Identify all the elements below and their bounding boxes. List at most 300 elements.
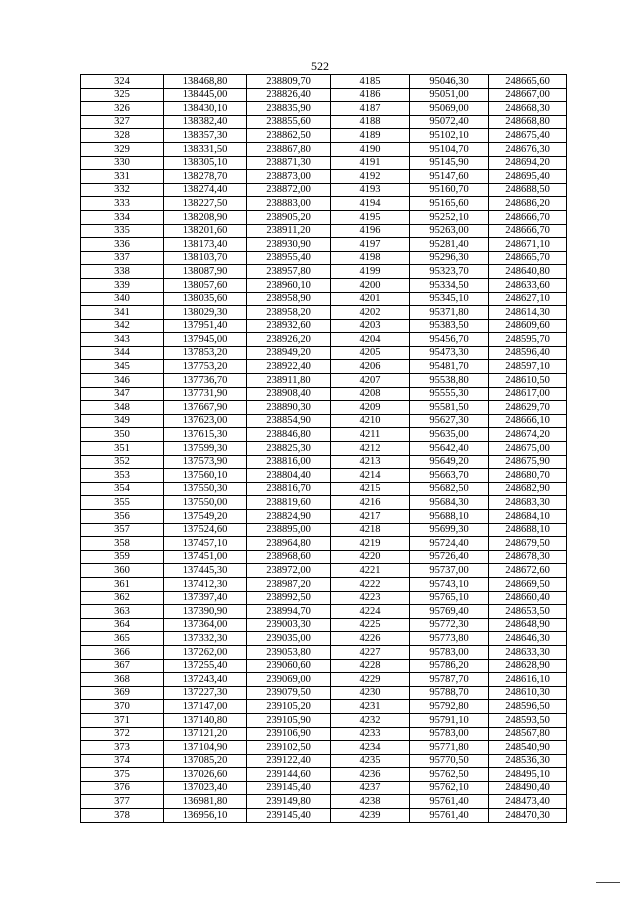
point-number-cell: 377 xyxy=(81,795,164,809)
x-coordinate-cell: 138208,90 xyxy=(164,210,247,224)
point-number-cell: 350 xyxy=(81,428,164,442)
y-coordinate-cell: 248593,50 xyxy=(489,713,567,727)
point-number-cell: 4221 xyxy=(331,564,410,578)
point-number-cell: 4205 xyxy=(331,346,410,360)
table-row xyxy=(81,197,567,211)
x-coordinate-cell: 137332,30 xyxy=(164,632,247,646)
y-coordinate-cell: 238804,40 xyxy=(247,469,331,483)
y-coordinate-cell: 238958,90 xyxy=(247,292,331,306)
point-number-cell: 4211 xyxy=(331,428,410,442)
point-number-cell: 339 xyxy=(81,278,164,292)
x-coordinate-cell: 137147,00 xyxy=(164,700,247,714)
point-number-cell: 332 xyxy=(81,183,164,197)
table-row xyxy=(81,115,567,129)
point-number-cell: 4187 xyxy=(331,102,410,116)
y-coordinate-cell: 239144,60 xyxy=(247,768,331,782)
y-coordinate-cell: 238908,40 xyxy=(247,387,331,401)
y-coordinate-cell: 238825,30 xyxy=(247,442,331,456)
y-coordinate-cell: 248683,30 xyxy=(489,496,567,510)
point-number-cell: 365 xyxy=(81,632,164,646)
y-coordinate-cell: 248490,40 xyxy=(489,781,567,795)
point-number-cell: 4225 xyxy=(331,618,410,632)
y-coordinate-cell: 238871,30 xyxy=(247,156,331,170)
x-coordinate-cell: 95737,00 xyxy=(410,564,489,578)
point-number-cell: 4219 xyxy=(331,537,410,551)
point-number-cell: 374 xyxy=(81,754,164,768)
coordinates-table xyxy=(80,74,567,823)
point-number-cell: 364 xyxy=(81,618,164,632)
table-row xyxy=(81,346,567,360)
point-number-cell: 329 xyxy=(81,142,164,156)
y-coordinate-cell: 248595,70 xyxy=(489,333,567,347)
point-number-cell: 361 xyxy=(81,577,164,591)
x-coordinate-cell: 138278,70 xyxy=(164,170,247,184)
y-coordinate-cell: 238994,70 xyxy=(247,605,331,619)
point-number-cell: 335 xyxy=(81,224,164,238)
y-coordinate-cell: 248646,30 xyxy=(489,632,567,646)
point-number-cell: 353 xyxy=(81,469,164,483)
y-coordinate-cell: 248675,90 xyxy=(489,455,567,469)
table-row xyxy=(81,156,567,170)
y-coordinate-cell: 248674,20 xyxy=(489,428,567,442)
y-coordinate-cell: 238816,00 xyxy=(247,455,331,469)
x-coordinate-cell: 95160,70 xyxy=(410,183,489,197)
table-row xyxy=(81,781,567,795)
table-row xyxy=(81,360,567,374)
table-row xyxy=(81,659,567,673)
x-coordinate-cell: 137243,40 xyxy=(164,673,247,687)
y-coordinate-cell: 248627,10 xyxy=(489,292,567,306)
table-row xyxy=(81,183,567,197)
point-number-cell: 4202 xyxy=(331,306,410,320)
y-coordinate-cell: 238883,00 xyxy=(247,197,331,211)
y-coordinate-cell: 238854,90 xyxy=(247,414,331,428)
point-number-cell: 4235 xyxy=(331,754,410,768)
y-coordinate-cell: 238930,90 xyxy=(247,238,331,252)
point-number-cell: 362 xyxy=(81,591,164,605)
table-row xyxy=(81,170,567,184)
table-row xyxy=(81,618,567,632)
y-coordinate-cell: 239069,00 xyxy=(247,673,331,687)
x-coordinate-cell: 95642,40 xyxy=(410,442,489,456)
point-number-cell: 351 xyxy=(81,442,164,456)
y-coordinate-cell: 248567,80 xyxy=(489,727,567,741)
y-coordinate-cell: 248665,70 xyxy=(489,251,567,265)
y-coordinate-cell: 248614,30 xyxy=(489,306,567,320)
point-number-cell: 4228 xyxy=(331,659,410,673)
point-number-cell: 4224 xyxy=(331,605,410,619)
y-coordinate-cell: 248667,00 xyxy=(489,88,567,102)
point-number-cell: 347 xyxy=(81,387,164,401)
x-coordinate-cell: 95761,40 xyxy=(410,809,489,823)
table-row xyxy=(81,292,567,306)
point-number-cell: 355 xyxy=(81,496,164,510)
x-coordinate-cell: 137445,30 xyxy=(164,564,247,578)
point-number-cell: 4236 xyxy=(331,768,410,782)
table-row xyxy=(81,306,567,320)
y-coordinate-cell: 248633,60 xyxy=(489,278,567,292)
y-coordinate-cell: 248688,50 xyxy=(489,183,567,197)
y-coordinate-cell: 238987,20 xyxy=(247,577,331,591)
y-coordinate-cell: 238846,80 xyxy=(247,428,331,442)
y-coordinate-cell: 248679,50 xyxy=(489,537,567,551)
x-coordinate-cell: 138029,30 xyxy=(164,306,247,320)
y-coordinate-cell: 248678,30 xyxy=(489,550,567,564)
x-coordinate-cell: 137753,20 xyxy=(164,360,247,374)
x-coordinate-cell: 136981,80 xyxy=(164,795,247,809)
x-coordinate-cell: 95323,70 xyxy=(410,265,489,279)
y-coordinate-cell: 248660,40 xyxy=(489,591,567,605)
x-coordinate-cell: 137667,90 xyxy=(164,401,247,415)
x-coordinate-cell: 137623,00 xyxy=(164,414,247,428)
x-coordinate-cell: 95635,00 xyxy=(410,428,489,442)
point-number-cell: 4229 xyxy=(331,673,410,687)
point-number-cell: 4215 xyxy=(331,482,410,496)
x-coordinate-cell: 137023,40 xyxy=(164,781,247,795)
x-coordinate-cell: 95104,70 xyxy=(410,142,489,156)
point-number-cell: 326 xyxy=(81,102,164,116)
table-row xyxy=(81,265,567,279)
x-coordinate-cell: 95046,30 xyxy=(410,75,489,89)
y-coordinate-cell: 248597,10 xyxy=(489,360,567,374)
point-number-cell: 4234 xyxy=(331,741,410,755)
x-coordinate-cell: 95786,20 xyxy=(410,659,489,673)
point-number-cell: 337 xyxy=(81,251,164,265)
x-coordinate-cell: 95456,70 xyxy=(410,333,489,347)
x-coordinate-cell: 138087,90 xyxy=(164,265,247,279)
point-number-cell: 4192 xyxy=(331,170,410,184)
y-coordinate-cell: 238867,80 xyxy=(247,142,331,156)
table-row xyxy=(81,673,567,687)
y-coordinate-cell: 238964,80 xyxy=(247,537,331,551)
x-coordinate-cell: 95699,30 xyxy=(410,523,489,537)
x-coordinate-cell: 95769,40 xyxy=(410,605,489,619)
point-number-cell: 331 xyxy=(81,170,164,184)
y-coordinate-cell: 239003,30 xyxy=(247,618,331,632)
point-number-cell: 324 xyxy=(81,75,164,89)
x-coordinate-cell: 137560,10 xyxy=(164,469,247,483)
y-coordinate-cell: 248536,30 xyxy=(489,754,567,768)
x-coordinate-cell: 137524,60 xyxy=(164,523,247,537)
x-coordinate-cell: 137255,40 xyxy=(164,659,247,673)
point-number-cell: 4213 xyxy=(331,455,410,469)
y-coordinate-cell: 238968,60 xyxy=(247,550,331,564)
point-number-cell: 327 xyxy=(81,115,164,129)
x-coordinate-cell: 138103,70 xyxy=(164,251,247,265)
point-number-cell: 363 xyxy=(81,605,164,619)
x-coordinate-cell: 137364,00 xyxy=(164,618,247,632)
x-coordinate-cell: 95783,00 xyxy=(410,727,489,741)
x-coordinate-cell: 95762,50 xyxy=(410,768,489,782)
x-coordinate-cell: 95649,20 xyxy=(410,455,489,469)
point-number-cell: 4198 xyxy=(331,251,410,265)
table-row xyxy=(81,469,567,483)
y-coordinate-cell: 239145,40 xyxy=(247,781,331,795)
y-coordinate-cell: 248495,10 xyxy=(489,768,567,782)
y-coordinate-cell: 238949,20 xyxy=(247,346,331,360)
x-coordinate-cell: 95481,70 xyxy=(410,360,489,374)
x-coordinate-cell: 95263,00 xyxy=(410,224,489,238)
x-coordinate-cell: 95791,10 xyxy=(410,713,489,727)
y-coordinate-cell: 239035,00 xyxy=(247,632,331,646)
y-coordinate-cell: 248682,90 xyxy=(489,482,567,496)
table-row xyxy=(81,537,567,551)
table-row xyxy=(81,700,567,714)
y-coordinate-cell: 248628,90 xyxy=(489,659,567,673)
y-coordinate-cell: 248666,70 xyxy=(489,224,567,238)
table-row xyxy=(81,768,567,782)
table-row xyxy=(81,129,567,143)
point-number-cell: 4231 xyxy=(331,700,410,714)
x-coordinate-cell: 137573,90 xyxy=(164,455,247,469)
x-coordinate-cell: 137599,30 xyxy=(164,442,247,456)
point-number-cell: 334 xyxy=(81,210,164,224)
x-coordinate-cell: 138057,60 xyxy=(164,278,247,292)
x-coordinate-cell: 137262,00 xyxy=(164,645,247,659)
y-coordinate-cell: 248671,10 xyxy=(489,238,567,252)
y-coordinate-cell: 248684,10 xyxy=(489,510,567,524)
point-number-cell: 349 xyxy=(81,414,164,428)
table-row xyxy=(81,374,567,388)
table-row xyxy=(81,550,567,564)
x-coordinate-cell: 138445,00 xyxy=(164,88,247,102)
y-coordinate-cell: 239145,40 xyxy=(247,809,331,823)
y-coordinate-cell: 239105,20 xyxy=(247,700,331,714)
point-number-cell: 4193 xyxy=(331,183,410,197)
y-coordinate-cell: 238816,70 xyxy=(247,482,331,496)
x-coordinate-cell: 137457,10 xyxy=(164,537,247,551)
table-row xyxy=(81,251,567,265)
table-row xyxy=(81,238,567,252)
point-number-cell: 4189 xyxy=(331,129,410,143)
y-coordinate-cell: 239079,50 xyxy=(247,686,331,700)
x-coordinate-cell: 137736,70 xyxy=(164,374,247,388)
point-number-cell: 4217 xyxy=(331,510,410,524)
x-coordinate-cell: 95145,90 xyxy=(410,156,489,170)
point-number-cell: 4204 xyxy=(331,333,410,347)
y-coordinate-cell: 248648,90 xyxy=(489,618,567,632)
y-coordinate-cell: 238855,60 xyxy=(247,115,331,129)
x-coordinate-cell: 138357,30 xyxy=(164,129,247,143)
y-coordinate-cell: 248610,30 xyxy=(489,686,567,700)
x-coordinate-cell: 137615,30 xyxy=(164,428,247,442)
table-row xyxy=(81,401,567,415)
y-coordinate-cell: 238957,80 xyxy=(247,265,331,279)
x-coordinate-cell: 138201,60 xyxy=(164,224,247,238)
point-number-cell: 4216 xyxy=(331,496,410,510)
table-row xyxy=(81,795,567,809)
point-number-cell: 371 xyxy=(81,713,164,727)
table-row xyxy=(81,727,567,741)
point-number-cell: 4223 xyxy=(331,591,410,605)
x-coordinate-cell: 95102,10 xyxy=(410,129,489,143)
x-coordinate-cell: 137397,40 xyxy=(164,591,247,605)
table-row xyxy=(81,605,567,619)
table-row xyxy=(81,88,567,102)
point-number-cell: 328 xyxy=(81,129,164,143)
x-coordinate-cell: 138305,10 xyxy=(164,156,247,170)
table-row xyxy=(81,428,567,442)
point-number-cell: 4227 xyxy=(331,645,410,659)
y-coordinate-cell: 248668,30 xyxy=(489,102,567,116)
point-number-cell: 373 xyxy=(81,741,164,755)
point-number-cell: 342 xyxy=(81,319,164,333)
point-number-cell: 4218 xyxy=(331,523,410,537)
table-row xyxy=(81,645,567,659)
point-number-cell: 4222 xyxy=(331,577,410,591)
coordinates-table-body xyxy=(81,75,567,823)
x-coordinate-cell: 95682,50 xyxy=(410,482,489,496)
point-number-cell: 4210 xyxy=(331,414,410,428)
point-number-cell: 4190 xyxy=(331,142,410,156)
y-coordinate-cell: 238824,90 xyxy=(247,510,331,524)
x-coordinate-cell: 137550,00 xyxy=(164,496,247,510)
point-number-cell: 372 xyxy=(81,727,164,741)
y-coordinate-cell: 248675,00 xyxy=(489,442,567,456)
x-coordinate-cell: 95772,30 xyxy=(410,618,489,632)
y-coordinate-cell: 248609,60 xyxy=(489,319,567,333)
x-coordinate-cell: 138331,50 xyxy=(164,142,247,156)
x-coordinate-cell: 137945,00 xyxy=(164,333,247,347)
point-number-cell: 4220 xyxy=(331,550,410,564)
y-coordinate-cell: 238835,90 xyxy=(247,102,331,116)
y-coordinate-cell: 238926,20 xyxy=(247,333,331,347)
point-number-cell: 354 xyxy=(81,482,164,496)
x-coordinate-cell: 95334,50 xyxy=(410,278,489,292)
point-number-cell: 4199 xyxy=(331,265,410,279)
y-coordinate-cell: 248666,10 xyxy=(489,414,567,428)
y-coordinate-cell: 238911,80 xyxy=(247,374,331,388)
table-row xyxy=(81,333,567,347)
y-coordinate-cell: 248672,60 xyxy=(489,564,567,578)
point-number-cell: 4194 xyxy=(331,197,410,211)
x-coordinate-cell: 95581,50 xyxy=(410,401,489,415)
table-row xyxy=(81,414,567,428)
x-coordinate-cell: 95788,70 xyxy=(410,686,489,700)
point-number-cell: 4238 xyxy=(331,795,410,809)
y-coordinate-cell: 248596,40 xyxy=(489,346,567,360)
y-coordinate-cell: 239149,80 xyxy=(247,795,331,809)
table-row xyxy=(81,577,567,591)
y-coordinate-cell: 238992,50 xyxy=(247,591,331,605)
point-number-cell: 376 xyxy=(81,781,164,795)
y-coordinate-cell: 239060,60 xyxy=(247,659,331,673)
point-number-cell: 4200 xyxy=(331,278,410,292)
x-coordinate-cell: 95765,10 xyxy=(410,591,489,605)
point-number-cell: 4239 xyxy=(331,809,410,823)
point-number-cell: 4207 xyxy=(331,374,410,388)
y-coordinate-cell: 248669,50 xyxy=(489,577,567,591)
x-coordinate-cell: 95072,40 xyxy=(410,115,489,129)
y-coordinate-cell: 248676,30 xyxy=(489,142,567,156)
y-coordinate-cell: 239122,40 xyxy=(247,754,331,768)
table-row xyxy=(81,75,567,89)
y-coordinate-cell: 248473,40 xyxy=(489,795,567,809)
point-number-cell: 4197 xyxy=(331,238,410,252)
y-coordinate-cell: 238862,50 xyxy=(247,129,331,143)
point-number-cell: 356 xyxy=(81,510,164,524)
y-coordinate-cell: 248680,70 xyxy=(489,469,567,483)
y-coordinate-cell: 248686,20 xyxy=(489,197,567,211)
table-row xyxy=(81,741,567,755)
table-row xyxy=(81,713,567,727)
y-coordinate-cell: 248653,50 xyxy=(489,605,567,619)
point-number-cell: 4186 xyxy=(331,88,410,102)
y-coordinate-cell: 248695,40 xyxy=(489,170,567,184)
x-coordinate-cell: 137390,90 xyxy=(164,605,247,619)
x-coordinate-cell: 95688,10 xyxy=(410,510,489,524)
point-number-cell: 4203 xyxy=(331,319,410,333)
point-number-cell: 338 xyxy=(81,265,164,279)
x-coordinate-cell: 95773,80 xyxy=(410,632,489,646)
x-coordinate-cell: 138173,40 xyxy=(164,238,247,252)
table-row xyxy=(81,387,567,401)
table-row xyxy=(81,278,567,292)
table-row xyxy=(81,224,567,238)
x-coordinate-cell: 95069,00 xyxy=(410,102,489,116)
point-number-cell: 4196 xyxy=(331,224,410,238)
point-number-cell: 357 xyxy=(81,523,164,537)
x-coordinate-cell: 95771,80 xyxy=(410,741,489,755)
x-coordinate-cell: 95783,00 xyxy=(410,645,489,659)
x-coordinate-cell: 138468,80 xyxy=(164,75,247,89)
x-coordinate-cell: 138430,10 xyxy=(164,102,247,116)
table-row xyxy=(81,809,567,823)
point-number-cell: 340 xyxy=(81,292,164,306)
table-row xyxy=(81,482,567,496)
point-number-cell: 4237 xyxy=(331,781,410,795)
y-coordinate-cell: 238905,20 xyxy=(247,210,331,224)
table-row xyxy=(81,632,567,646)
point-number-cell: 4185 xyxy=(331,75,410,89)
page-number: 522 xyxy=(311,59,329,73)
table-row xyxy=(81,496,567,510)
y-coordinate-cell: 238972,00 xyxy=(247,564,331,578)
y-coordinate-cell: 248629,70 xyxy=(489,401,567,415)
point-number-cell: 366 xyxy=(81,645,164,659)
point-number-cell: 359 xyxy=(81,550,164,564)
point-number-cell: 343 xyxy=(81,333,164,347)
point-number-cell: 341 xyxy=(81,306,164,320)
x-coordinate-cell: 137121,20 xyxy=(164,727,247,741)
point-number-cell: 368 xyxy=(81,673,164,687)
table-row xyxy=(81,442,567,456)
point-number-cell: 4230 xyxy=(331,686,410,700)
table-row xyxy=(81,142,567,156)
point-number-cell: 4226 xyxy=(331,632,410,646)
x-coordinate-cell: 138274,40 xyxy=(164,183,247,197)
x-coordinate-cell: 95252,10 xyxy=(410,210,489,224)
x-coordinate-cell: 95473,30 xyxy=(410,346,489,360)
table-row xyxy=(81,686,567,700)
x-coordinate-cell: 95770,50 xyxy=(410,754,489,768)
y-coordinate-cell: 238890,30 xyxy=(247,401,331,415)
x-coordinate-cell: 95726,40 xyxy=(410,550,489,564)
x-coordinate-cell: 137104,90 xyxy=(164,741,247,755)
x-coordinate-cell: 95147,60 xyxy=(410,170,489,184)
y-coordinate-cell: 248617,00 xyxy=(489,387,567,401)
table-row xyxy=(81,455,567,469)
x-coordinate-cell: 138227,50 xyxy=(164,197,247,211)
y-coordinate-cell: 248694,20 xyxy=(489,156,567,170)
point-number-cell: 4195 xyxy=(331,210,410,224)
point-number-cell: 369 xyxy=(81,686,164,700)
y-coordinate-cell: 238958,20 xyxy=(247,306,331,320)
x-coordinate-cell: 137085,20 xyxy=(164,754,247,768)
x-coordinate-cell: 95743,10 xyxy=(410,577,489,591)
point-number-cell: 4214 xyxy=(331,469,410,483)
x-coordinate-cell: 95371,80 xyxy=(410,306,489,320)
